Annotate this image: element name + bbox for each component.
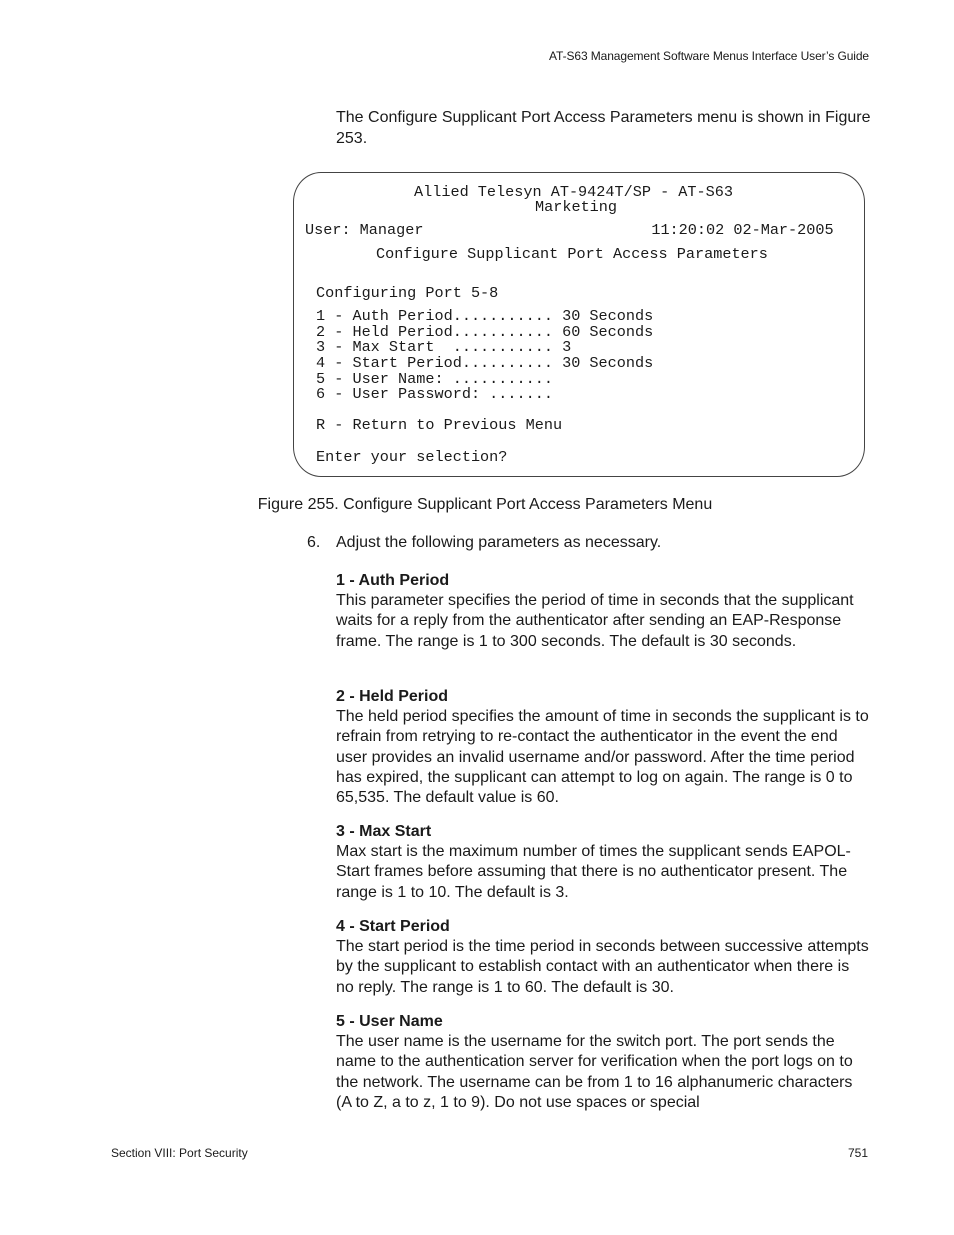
param-description: The held period specifies the amount of time in seconds the supplicant is to refrain from retrying to re-contact the authenticator in the event the end user provides an invalid username and/or password. After the time period has expired, the supplicant can attempt to log on again. The range is 0 to 65,535. The default value is 60.	[336, 708, 869, 807]
param-description: Max start is the maximum number of times the supplicant sends EAPOL-Start frames before assuming that there is no authenticator present. The range is 1 to 10. The default is 3.	[336, 843, 851, 901]
step-number: 6.	[307, 534, 321, 551]
terminal-screen	[293, 172, 865, 477]
page-number: 751	[847, 1146, 868, 1160]
param-title: 5 - User Name	[336, 1013, 443, 1030]
menu-option-max-start: 3 - Max Start ........... 3	[316, 338, 572, 356]
param-description: This parameter specifies the period of time in seconds that the supplicant waits for a reply from the authenticator after sending an EAP-Response frame. The range is 1 to 300 seconds. The default is 30 seconds.	[336, 592, 854, 650]
intro-paragraph: The Configure Supplicant Port Access Parameters menu is shown in Figure 253.	[336, 109, 871, 147]
menu-option-held-period: 2 - Held Period........... 60 Seconds	[316, 323, 654, 341]
menu-option-start-period: 4 - Start Period.......... 30 Seconds	[316, 354, 654, 372]
step-text: Adjust the following parameters as necessary.	[336, 534, 662, 551]
menu-option-user-password: 6 - User Password: .......	[316, 385, 553, 403]
param-max-start	[336, 822, 871, 903]
terminal-title: Allied Telesyn AT-9424T/SP - AT-S63	[414, 183, 733, 201]
menu-option-user-name: 5 - User Name: ...........	[316, 370, 553, 388]
param-auth-period	[336, 571, 871, 652]
figure-caption: Figure 255. Configure Supplicant Port Access Parameters Menu	[257, 496, 713, 513]
terminal-subtitle: Marketing	[535, 198, 618, 216]
param-title: 3 - Max Start	[336, 823, 432, 840]
param-user-name	[336, 1012, 871, 1113]
param-held-period	[336, 687, 871, 808]
menu-option-return: R - Return to Previous Menu	[316, 416, 563, 434]
terminal-prompt: Enter your selection?	[316, 448, 508, 466]
param-title: 2 - Held Period	[336, 688, 449, 705]
terminal-user-line: User: Manager 11:20:02 02-Mar-2005	[305, 221, 834, 239]
param-description: The start period is the time period in seconds between successive attempts by the supplicant to establish contact with an authenticator when there is no reply. The range is 1 to 60. The default is 30.	[336, 938, 869, 996]
terminal-menu-title: Configure Supplicant Port Access Parameters	[376, 245, 768, 263]
param-description: The user name is the username for the switch port. The port sends the name to the authentication server for verification when the port logs on to the network. The username can be from 1 to 16 alphanumeric characters (A to Z, a to z, 1 to 9). Do not use spaces or special	[336, 1033, 853, 1111]
param-title: 1 - Auth Period	[336, 572, 450, 589]
footer-section: Section VIII: Port Security	[111, 1146, 248, 1160]
menu-option-auth-period: 1 - Auth Period........... 30 Seconds	[316, 307, 654, 325]
running-header: AT-S63 Management Software Menus Interface User’s Guide	[549, 49, 869, 63]
terminal-configuring-port: Configuring Port 5-8	[316, 284, 499, 302]
param-start-period	[336, 917, 871, 998]
param-title: 4 - Start Period	[336, 918, 450, 935]
